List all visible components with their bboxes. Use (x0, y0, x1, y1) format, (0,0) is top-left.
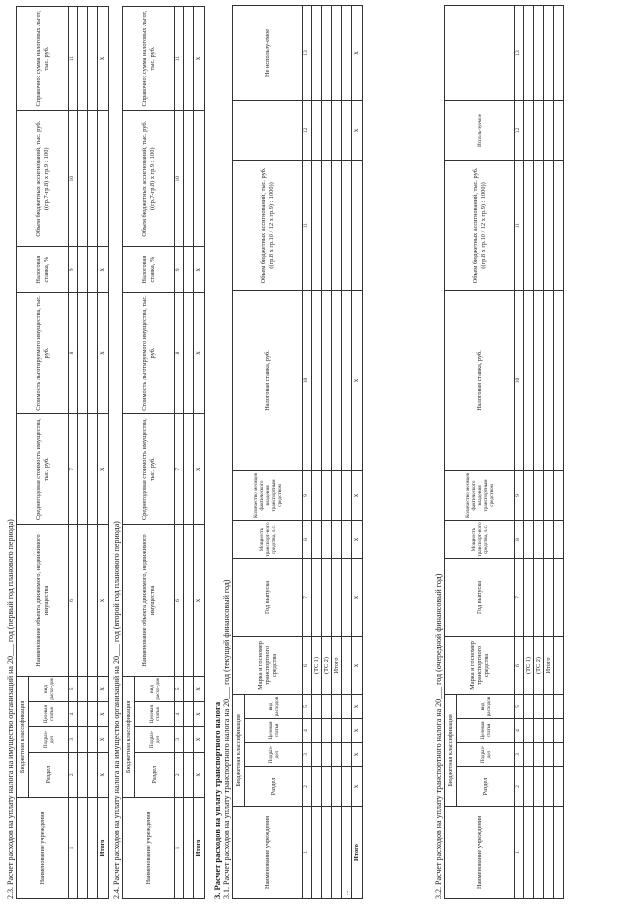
column-numbers: 1 2 3 4 5 6 7 8 9 10 11 (175, 7, 184, 899)
table-row (88, 7, 98, 899)
col-power: Мощность транспорт-ного средства, л.с. (233, 520, 303, 558)
col-razdel: Раздел (29, 752, 69, 797)
col-used: Исполь-зуемое (445, 100, 515, 160)
col-budget-class: Бюджетная классификация (123, 676, 135, 797)
table-row (184, 7, 194, 899)
col-cs: Целевая статья (135, 702, 175, 727)
section-2-4-title: 2.4. Расчет расходов на уплату налога на имущество организаций на 20___ год (второй год планового периода) (112, 521, 121, 899)
total-row: Итого x x x x x x x x x (194, 7, 205, 899)
col-ref: Справочно: сумма налоговых льгот, тыс. руб. (17, 7, 69, 111)
table-row (78, 7, 88, 899)
col-name: Наименование учреждения (17, 797, 69, 898)
table-row: Итого (332, 5, 342, 898)
table-row: (ТС 1) (524, 5, 534, 898)
section-3-title: 3. Расчет расходов на уплату транспортного налога (212, 701, 222, 899)
col-rate: Налоговая ставка, % (17, 247, 69, 292)
col-cs: Целевая статья (457, 719, 515, 743)
col-ref: Справочно: сумма налоговых льгот, тыс. руб. (123, 7, 175, 111)
col-name: Наименование учреждения (445, 807, 515, 899)
section-3-2-title: 3.2. Расчет расходов на уплату транспортного налога на 20___ год (очередной финансовый год) (434, 573, 443, 899)
section-2-4 (112, 6, 205, 899)
table-row (554, 5, 564, 898)
section-3-1-title: 3.1. Расчет расходов на уплату транспортного налога на 20___ год (текущий финансовый год) (222, 579, 231, 899)
table-row: Итого (544, 5, 554, 898)
col-brand: Марка и госномер транспортного средства (233, 636, 303, 694)
col-podrazdel: Подраз-дел (245, 743, 303, 767)
col-lgot-cost: Стоимость льготируемого имущества, тыс. руб. (17, 292, 69, 413)
table-row: (ТС 2) (322, 5, 332, 898)
col-name: Наименование учреждения (233, 807, 303, 899)
column-numbers: 1 2 3 4 5 6 7 8 9 10 11 (69, 7, 78, 899)
section-3 (212, 6, 363, 899)
table-row: ... (342, 5, 352, 898)
column-numbers: 1 2 3 4 5 6 7 8 9 10 11 12 13 (515, 5, 524, 898)
col-rate: Налоговая ставка, руб. (445, 290, 515, 470)
col-blank-12 (233, 100, 303, 160)
col-budget-class: Бюджетная классификация (445, 694, 457, 806)
col-volume: Объем бюджетных ассигнований, тыс. руб. ((гр.8 x гр.10 / 12 x гр.9) : 1000)) (233, 160, 303, 290)
total-row: Итого x x x x x x x x x (98, 7, 109, 899)
col-razdel: Раздел (135, 752, 175, 797)
col-budget-class: Бюджетная классификация (233, 694, 245, 806)
total-row: Итого x x x x x x x x x x x (352, 5, 363, 898)
col-cs: Целевая статья (29, 702, 69, 727)
col-name: Наименование учреждения (123, 797, 175, 898)
col-podrazdel: Подраз-дел (29, 727, 69, 752)
section-2-3-title: 2.3. Расчет расходов на уплату налога на имущество организаций на 20___ год (первый год планового периода) (6, 519, 15, 899)
table-3-1 (232, 5, 363, 899)
table-row: (ТС 1) (312, 5, 322, 898)
col-vr: вид расхо-дов (29, 676, 69, 701)
col-vr: вид расхо-дов (135, 676, 175, 701)
col-year: Год выпуска (233, 558, 303, 636)
table-row: (ТС 2) (534, 5, 544, 898)
col-unused: Не использу-емое (233, 5, 303, 100)
col-avg-cost: Среднегодовая стоимость имущества, тыс. руб. (17, 414, 69, 525)
col-vr: вид расходов (245, 694, 303, 718)
table-2-4 (122, 6, 205, 899)
col-razdel: Раздел (457, 767, 515, 807)
col-volume: Объем бюджетных ассигнований, тыс. руб. ((гр.7-гр.8) x гр.9 : 100) (123, 111, 175, 247)
col-object: Наименование объекта движимого, недвижимого имущества (123, 525, 175, 677)
column-numbers: 1 2 3 4 5 6 7 8 9 10 11 12 13 (303, 5, 312, 898)
col-rate: Налоговая ставка, руб. (233, 290, 303, 470)
col-months: Количество месяцев фактического владения транспортным средством (445, 470, 515, 520)
col-blank-13 (445, 5, 515, 100)
table-2-3 (16, 6, 109, 899)
col-object: Наименование объекта движимого, недвижимого имущества (17, 525, 69, 677)
col-power: Мощность транспорт-ного средства, л.с. (445, 520, 515, 558)
col-volume: Объем бюджетных ассигнований, тыс. руб. ((гр.7-гр.8) x гр.9 : 100) (17, 111, 69, 247)
col-podrazdel: Подраз-дел (457, 743, 515, 767)
col-lgot-cost: Стоимость льготируемого имущества, тыс. руб. (123, 292, 175, 413)
col-cs: Целевая статья (245, 719, 303, 743)
col-brand: Марка и госномер транспортного средства (445, 636, 515, 694)
section-2-3 (6, 6, 109, 899)
col-volume: Объем бюджетных ассигнований, тыс. руб. ((гр.8 x гр.10 / 12 x гр.9) : 1000)) (445, 160, 515, 290)
col-podrazdel: Подраз-дел (135, 727, 175, 752)
col-vr: вид расходов (457, 694, 515, 718)
col-months: Количество месяцев фактического владения транспортным средством (233, 470, 303, 520)
col-budget-class: Бюджетная классификация (17, 676, 29, 797)
col-year: Год выпуска (445, 558, 515, 636)
col-rate: Налоговая ставка, % (123, 247, 175, 292)
col-razdel: Раздел (245, 767, 303, 807)
section-3-2 (434, 6, 564, 899)
col-avg-cost: Среднегодовая стоимость имущества, тыс. руб. (123, 414, 175, 525)
table-3-2 (444, 5, 564, 899)
